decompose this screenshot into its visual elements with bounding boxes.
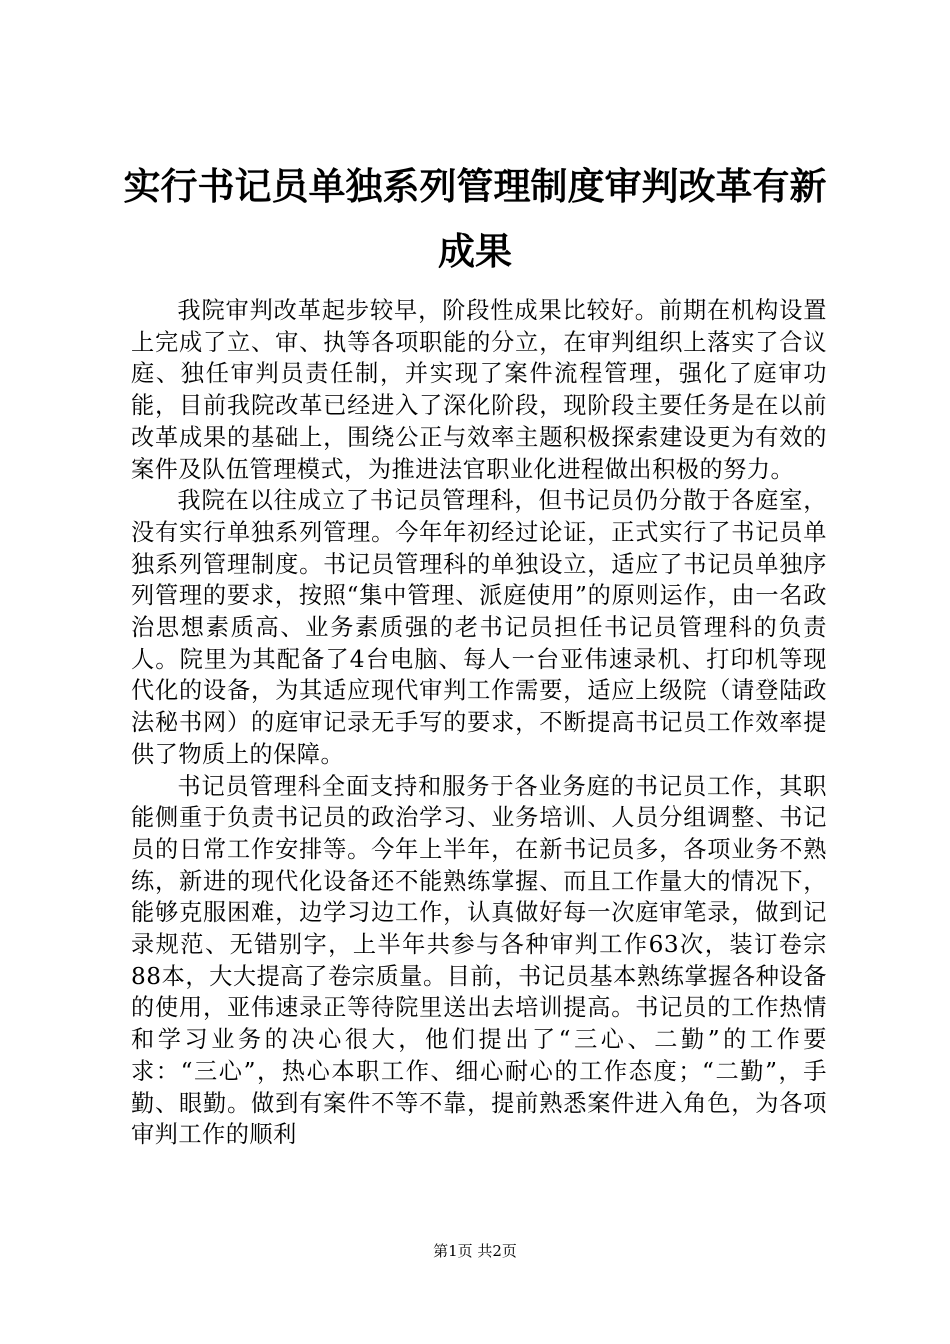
paragraph-1: 我院审判改革起步较早，阶段性成果比较好。前期在机构设置上完成了立、审、执等各项职能的分立，在审判组织上落实了合议庭、独任审判员责任制，并实现了案件流程管理，强化了庭审功能，目前我院改革已经进入了深化阶段，现阶段主要任务是在以前改革成果的基础上，围绕公正与效率主题积极探索建设更为有效的案件及队伍管理模式，为推进法官职业化进程做出积极的努力。 <box>131 297 827 483</box>
document-title: 实行书记员单独系列管理制度审判改革有新成果 <box>123 164 827 273</box>
document-body <box>131 295 827 1151</box>
paragraph-3: 书记员管理科全面支持和服务于各业务庭的书记员工作，其职能侧重于负责书记员的政治学习、业务培训、人员分组调整、书记员的日常工作安排等。今年上半年，在新书记员多，各项业务不熟练，新进的现代化设备还不能熟练掌握、而且工作量大的情况下，能够克服困难，边学习边工作，认真做好每一次庭审笔录，做到记录规范、无错别字，上半年共参与各种审判工作63次，装订卷宗88本，大大提高了卷宗质量。目前，书记员基本熟练掌握各种设备的使用，亚伟速录正等待院里送出去培训提高。书记员的工作热情和学习业务的决心很大，他们提出了“三心、二勤”的工作要求：“三心”，热心本职工作、细心耐心的工作态度；“二勤”，手勤、眼勤。做到有案件不等不靠，提前熟悉案件进入角色，为各项审判工作的顺利 <box>131 772 827 1149</box>
page-number-footer: 第1页 共2页 <box>433 1242 517 1260</box>
paragraph-2: 我院在以往成立了书记员管理科，但书记员仍分散于各庭室，没有实行单独系列管理。今年年初经过论证，正式实行了书记员单独系列管理制度。书记员管理科的单独设立，适应了书记员单独序列管理的要求，按照“集中管理、派庭使用”的原则运作，由一名政治思想素质高、业务素质强的老书记员担任书记员管理科的负责人。院里为其配备了4台电脑、每人一台亚伟速录机、打印机等现代化的设备，为其适应现代审判工作需要，适应上级院（请登陆政法秘书网）的庭审记录无手写的要求，不断提高书记员工作效率提供了物质上的保障。 <box>131 487 827 768</box>
